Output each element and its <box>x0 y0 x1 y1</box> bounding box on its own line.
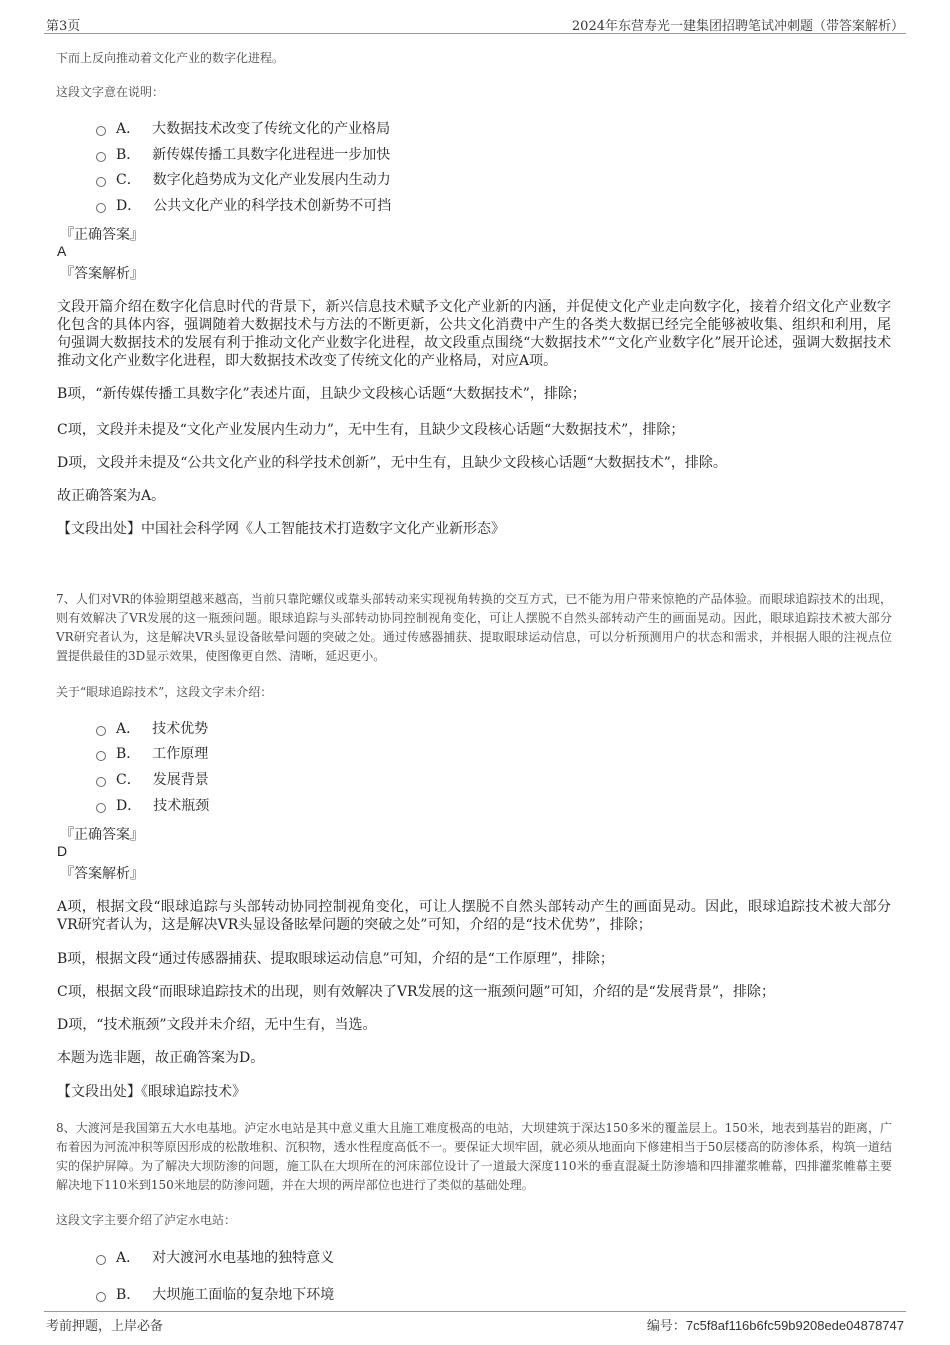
radio-icon[interactable] <box>96 177 106 187</box>
page-number: 第3页 <box>46 19 81 34</box>
option-letter: D． <box>116 798 142 814</box>
q7-answer-label: 『正确答案』 <box>60 827 144 843</box>
q7-stem: 7、人们对VR的体验期望越来越高，当前只靠陀螺仪或靠头部转动来实现视角转换的交互方式，已不能为用户带来惊艳的产品体验。而眼球追踪技术的出现，则有效解决了VR发展的这一瓶颈问题。眼球追踪与头部转动协同控制视角变化，可让人摆脱不自然头部转动产生的画面晃动。因此，眼球追踪技术被大部分VR研究者认为，这是解决VR头显设备眩晕问题的突破之处。通过传感器捕获、提取眼球运动信息，可以分析预测用户的状态和需求，并根据人眼的注视点位置提供最佳的3D显示效果，使图像更自然、清晰，延迟更小。 <box>56 592 892 663</box>
q7-analysis-conclusion: 本题为选非题，故正确答案为D。 <box>57 1050 265 1066</box>
q7-analysis-label: 『答案解析』 <box>60 866 144 882</box>
radio-icon[interactable] <box>96 1255 106 1265</box>
option-letter: A． <box>116 721 141 737</box>
footer-divider <box>44 1311 906 1312</box>
q6-analysis-main: 文段开篇介绍在数字化信息时代的背景下，新兴信息技术赋予文化产业新的内涵，并促使文化产业走向数字化，接着介绍文化产业数字化包含的具体内容，强调随着大数据技术与方法的不断更新，公共文化消费中产生的各类大数据已经完全能够被收集、组织和利用，尾句强调大数据技术的发展有利于推动文化产业数字化进程，故文段重点围绕“大数据技术”“文化产业数字化”展开论述，强调大数据技术推动文化产业数字化进程，即大数据技术改变了传统文化的产业格局，对应A项。 <box>57 299 891 369</box>
q6-option-a[interactable] <box>96 118 390 138</box>
q6-answer-label: 『正确答案』 <box>60 227 144 243</box>
q7-answer: D <box>57 843 68 859</box>
q8-prompt: 这段文字主要介绍了泸定水电站： <box>56 1213 237 1227</box>
footer-code-value: 7c5f8af116b6fc59b9208ede04878747 <box>685 1318 904 1333</box>
option-letter: B． <box>116 746 141 762</box>
option-letter: A． <box>116 1250 141 1266</box>
q6-option-d[interactable] <box>96 195 391 215</box>
q7-option-a[interactable] <box>96 718 208 738</box>
q6-analysis-d: D项，文段并未提及“公共文化产业的科学技术创新”，无中生有，且缺少文段核心话题“大数据技术”，排除。 <box>57 455 727 471</box>
footer-slogan: 考前押题，上岸必备 <box>46 1319 164 1334</box>
option-text: 数字化趋势成为文化产业发展内生动力 <box>152 172 391 188</box>
q7-option-d[interactable] <box>96 795 209 815</box>
option-letter: A． <box>116 121 141 137</box>
radio-icon[interactable] <box>96 152 106 162</box>
radio-icon[interactable] <box>96 751 106 761</box>
q6-option-b[interactable] <box>96 144 390 164</box>
option-text: 大数据技术改变了传统文化的产业格局 <box>152 121 391 137</box>
q7-analysis-d: D项，“技术瓶颈”文段并未介绍，无中生有，当选。 <box>57 1017 377 1033</box>
q6-analysis-label: 『答案解析』 <box>60 266 144 282</box>
header-divider <box>44 33 906 34</box>
option-text: 技术瓶颈 <box>153 798 210 814</box>
option-letter: B． <box>116 147 141 163</box>
q6-analysis-b: B项，“新传媒传播工具数字化”表述片面，且缺少文段核心话题“大数据技术”，排除； <box>57 386 586 402</box>
footer-code-label: 编号： <box>646 1319 686 1334</box>
footer-code <box>647 1315 904 1334</box>
q6-analysis-conclusion: 故正确答案为A。 <box>57 488 166 504</box>
document-title: 2024年东营寿光一建集团招聘笔试冲刺题（带答案解析） <box>571 19 904 34</box>
option-text: 工作原理 <box>152 746 209 762</box>
q6-source: 【文段出处】中国社会科学网《人工智能技术打造数字文化产业新形态》 <box>57 521 505 537</box>
q7-option-c[interactable] <box>96 769 209 789</box>
q6-prompt: 这段文字意在说明： <box>56 85 165 99</box>
option-text: 技术优势 <box>152 721 209 737</box>
radio-icon[interactable] <box>96 803 106 813</box>
radio-icon[interactable] <box>96 1292 106 1302</box>
radio-icon[interactable] <box>96 126 106 136</box>
radio-icon[interactable] <box>96 203 106 213</box>
option-text: 新传媒传播工具数字化进程进一步加快 <box>152 147 391 163</box>
q7-analysis-c: C项，根据文段“而眼球追踪技术的出现，则有效解决了VR发展的这一瓶颈问题”可知，介绍的是“发展背景”，排除； <box>57 984 775 1000</box>
option-text: 发展背景 <box>152 772 209 788</box>
q6-stem-tail: 下而上反向推动着文化产业的数字化进程。 <box>56 51 285 65</box>
option-text: 对大渡河水电基地的独特意义 <box>152 1250 335 1266</box>
q7-analysis-b: B项，根据文段“通过传感器捕获、提取眼球运动信息”可知，介绍的是“工作原理”，排除； <box>57 951 614 967</box>
option-letter: B． <box>116 1287 141 1303</box>
q8-option-a[interactable] <box>96 1247 334 1267</box>
option-letter: D． <box>116 198 142 214</box>
q6-analysis-c: C项，文段并未提及“文化产业发展内生动力”，无中生有，且缺少文段核心话题“大数据技术”，排除； <box>57 422 685 438</box>
q8-option-b[interactable] <box>96 1284 334 1304</box>
option-letter: C． <box>116 172 141 188</box>
q6-option-c[interactable] <box>96 169 391 189</box>
q7-analysis-a: A项，根据文段“眼球追踪与头部转动协同控制视角变化，可让人摆脱不自然头部转动产生的画面晃动。因此，眼球追踪技术被大部分VR研究者认为，这是解决VR头显设备眩晕问题的突破之处”可知，介绍的是“技术优势”，排除； <box>57 899 891 933</box>
option-text: 大坝施工面临的复杂地下环境 <box>152 1287 335 1303</box>
radio-icon[interactable] <box>96 726 106 736</box>
q7-source: 【文段出处】《眼球追踪技术》 <box>57 1084 246 1100</box>
q7-prompt: 关于“眼球追踪技术”，这段文字未介绍： <box>56 685 273 699</box>
q7-option-b[interactable] <box>96 743 208 763</box>
option-letter: C． <box>116 772 141 788</box>
option-text: 公共文化产业的科学技术创新势不可挡 <box>153 198 392 214</box>
q8-stem: 8、大渡河是我国第五大水电基地。泸定水电站是其中意义重大且施工难度极高的电站，大坝建筑于深达150多米的覆盖层上。150米，地表到基岩的距离，广布着因为河流冲积等原因形成的松散堆积、沉积物，透水性程度高低不一。要保证大坝牢固，就必须从地面向下修建相当于50层楼高的防渗体系，构筑一道结实的保护屏障。为了解决大坝防渗的问题，施工队在大坝所在的河床部位设计了一道最大深度110米的垂直混凝土防渗墙和四排灌浆帷幕，四排灌浆帷幕主要解决地下110米到150米地层的防渗问题，并在大坝的两岸部位也进行了类似的基础处理。 <box>56 1121 892 1192</box>
q6-answer: A <box>57 243 67 259</box>
radio-icon[interactable] <box>96 777 106 787</box>
